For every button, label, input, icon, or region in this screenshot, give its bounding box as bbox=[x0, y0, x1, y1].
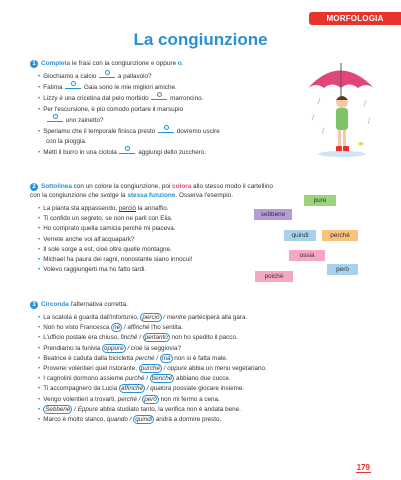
option-b[interactable]: Eppure bbox=[77, 405, 98, 413]
answer-blank[interactable] bbox=[119, 147, 135, 154]
ex1-number: 1 bbox=[30, 60, 38, 68]
option-b[interactable]: oppure bbox=[167, 365, 187, 373]
list-item: • Beatrice è caduta dalla bicicletta perché / ma non si è fatta male. bbox=[38, 354, 228, 362]
option-a[interactable]: né bbox=[113, 324, 121, 332]
list-item: • Verrete anche voi all'acquapark? bbox=[38, 235, 135, 243]
option-a[interactable]: perciò bbox=[142, 314, 160, 321]
girl-umbrella-illustration bbox=[300, 48, 380, 168]
answer-blank[interactable] bbox=[65, 82, 81, 89]
list-item: • Michael ha paura dei ragni, nonostante siano innocui! bbox=[38, 256, 193, 264]
page-title: La congiunzione bbox=[133, 30, 268, 49]
option-a[interactable]: oppure bbox=[104, 344, 124, 352]
list-item: • Ti confido un segreto, se non ne parli con Elia. bbox=[38, 215, 173, 223]
card-pero[interactable]: però bbox=[327, 264, 358, 275]
option-b[interactable]: quindi bbox=[135, 416, 152, 424]
option-a[interactable]: purché bbox=[125, 375, 145, 383]
page-number: 179 bbox=[356, 463, 370, 472]
option-b[interactable]: mentre bbox=[166, 314, 187, 321]
card-sebbene[interactable]: sebbene bbox=[254, 209, 292, 220]
option-a[interactable]: perché bbox=[135, 354, 155, 362]
list-item-cont: uno zainetto? bbox=[38, 115, 220, 126]
list-item: • Vengo volentieri a trovarti, perché / però non mi fermo a cena. bbox=[38, 395, 220, 403]
list-item: • Lizzy è una cricetina dal pelo morbido marroncino. bbox=[38, 95, 204, 103]
ex1-instruction: 1 Completa le frasi con la congiunzione e oppure o. bbox=[30, 60, 183, 69]
answer-blank[interactable] bbox=[47, 115, 63, 122]
list-item: • Marco è molto stanco, quando / quindi andrà a dormire presto. bbox=[38, 416, 222, 424]
list-item: • Speriamo che il temporale finisca presto dovremo uscire bbox=[38, 128, 220, 136]
card-quindi[interactable]: quindi bbox=[284, 230, 316, 241]
ex1-list bbox=[38, 71, 220, 159]
list-item: • Giochiamo a calcio a pallavolo? bbox=[38, 73, 152, 80]
list-item-cont: con la pioggia. bbox=[46, 138, 87, 146]
list-item: • L'ufficio postale era chiuso, finché / pertanto non ho spedito il pacco. bbox=[38, 334, 238, 342]
card-poiche[interactable]: poiché bbox=[255, 271, 293, 282]
option-b[interactable]: pertanto bbox=[144, 334, 168, 342]
ex3-number: 3 bbox=[30, 301, 38, 309]
list-item: • Prendiamo la funivia oppure / cioè la seggiovia? bbox=[38, 344, 181, 352]
ex2-number: 2 bbox=[30, 183, 38, 191]
section-tab: MORFOLOGIA bbox=[309, 12, 401, 25]
list-item: • Sebbene / Eppure abbia studiato tanto, la verifica non è andata bene. bbox=[38, 405, 241, 413]
answer-blank[interactable] bbox=[99, 71, 115, 78]
list-item: • Metti il burro in una ciotola aggiungi dello zucchero. bbox=[38, 149, 207, 157]
card-pure[interactable]: pure bbox=[304, 195, 336, 206]
list-item: • Ti accompagnerò da Lucia affinché / qualora possiate giocare insieme. bbox=[38, 385, 245, 393]
option-a[interactable]: affinché bbox=[120, 385, 144, 393]
list-item: • Per l'escursione, è più comodo portare il marsupio bbox=[38, 105, 184, 113]
answer-blank[interactable] bbox=[158, 126, 174, 133]
list-item: • Fatima Gaia sono le mie migliori amiche. bbox=[38, 84, 177, 92]
list-item: • La scatola è guarita dall'infortunio, perciò / mentre parteciperà alla gara. bbox=[38, 314, 248, 321]
list-item: • Ho comprato quella camicia perché mi piaceva. bbox=[38, 225, 176, 233]
ex2-instruction: 2 Sottolinea con un colore la congiunzione, poi colora allo stesso modo il cartellino con la congiunzione che svolge la stessa funzione. Osserva l'esempio. bbox=[30, 183, 273, 199]
ex3-list bbox=[38, 313, 267, 425]
ex3-instruction: 3 Circonda l'alternativa corretta. bbox=[30, 301, 128, 310]
option-a[interactable]: quando bbox=[106, 416, 128, 424]
answer-blank[interactable] bbox=[151, 93, 167, 100]
option-b[interactable]: ma bbox=[161, 354, 171, 362]
list-item: • Il sole sorge a est, cioè oltre quelle montagne. bbox=[38, 245, 172, 253]
option-a[interactable]: finché bbox=[120, 334, 138, 342]
option-a[interactable]: purché bbox=[140, 365, 161, 373]
option-b[interactable]: cioè bbox=[130, 344, 143, 352]
list-item: • La pianta sta appassendo, perciò la annaffio. bbox=[38, 205, 169, 212]
option-b[interactable]: benché bbox=[151, 375, 173, 383]
list-item: • Non ho visto Francesca né / affinché l'ho sentita. bbox=[38, 324, 183, 332]
card-ossia[interactable]: ossia bbox=[289, 250, 325, 261]
card-perche[interactable]: perché bbox=[322, 230, 358, 241]
option-b[interactable]: affinché bbox=[127, 324, 150, 332]
ex2-list bbox=[38, 204, 192, 275]
option-a[interactable]: perché bbox=[117, 395, 138, 403]
list-item: • Volevo raggiungerti ma ho fatto tardi. bbox=[38, 266, 147, 274]
list-item: • Proverei volentieri quel ristorante, purché / oppure abbia un menu vegetariano. bbox=[38, 365, 267, 373]
list-item: • I cagnolini dormono assieme purché / benché abbiano due cucce. bbox=[38, 375, 231, 383]
option-a[interactable]: Sebbene bbox=[45, 405, 71, 413]
option-b[interactable]: però bbox=[144, 395, 157, 403]
option-b[interactable]: qualora bbox=[150, 385, 172, 393]
